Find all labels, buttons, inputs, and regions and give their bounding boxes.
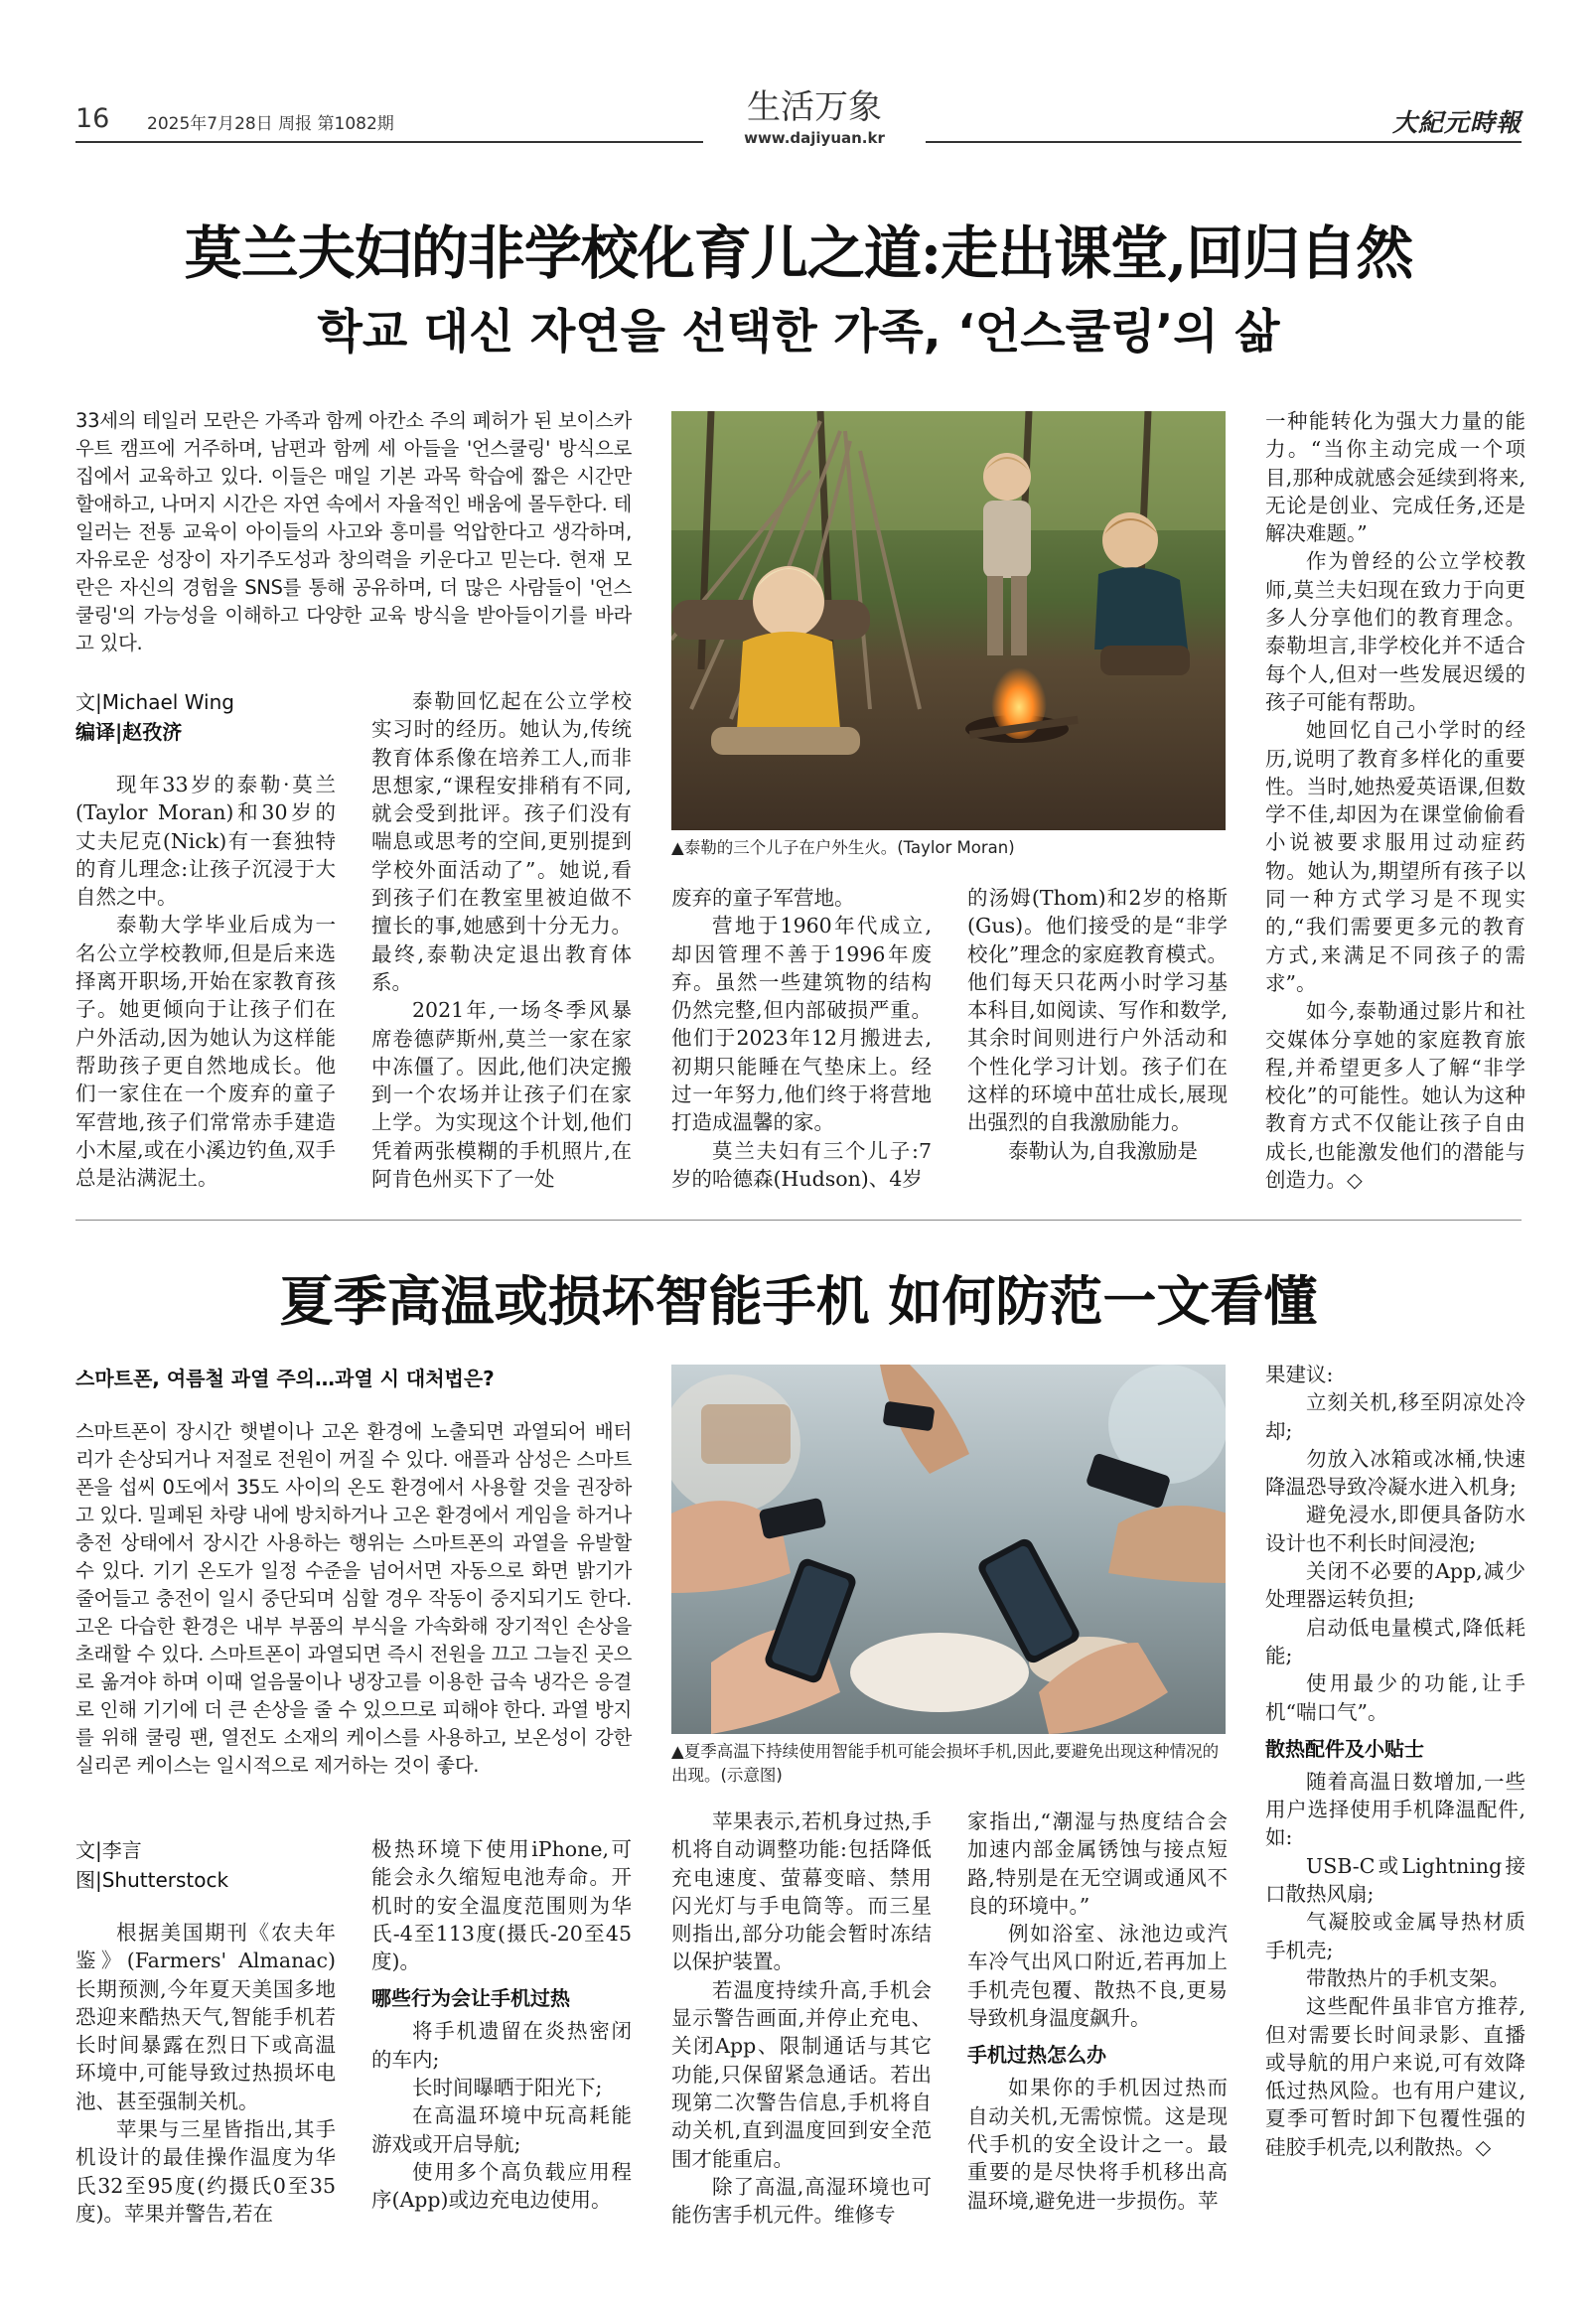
article1-author: 文|Michael Wing [75, 690, 234, 714]
section-heading: 散热配件及小贴士 [1265, 1736, 1424, 1761]
article1-byline [75, 687, 334, 747]
article1-col2 [371, 687, 632, 1193]
list-item: 立刻关机,移至阴凉处冷却; [1265, 1390, 1525, 1443]
paragraph: 极热环境下使用iPhone,可能会永久缩短电池寿命。开机时的安全温度范围则为华氏-4至113度(摄氏-20至45度)。 [371, 1837, 632, 1974]
article2-col3 [671, 1807, 932, 2229]
list-item: 气凝胶或金属导热材质手机壳; [1265, 1910, 1525, 1962]
paragraph: 营地于1960年代成立,却因管理不善于1996年废弃。虽然一些建筑物的结构仍然完整,但内部破损严重。他们于2023年12月搬进去,初期只能睡在气垫床上。经过一年努力,他们终于将营地打造成温馨的家。 [671, 914, 932, 1135]
article1-title: 莫兰夫妇的非学校化育儿之道:走出课堂,回归自然 [184, 219, 1413, 287]
masthead-logo: 大紀元時報 [1391, 108, 1522, 137]
paragraph: 若温度持续升高,手机会显示警告画面,并停止充电、关闭App、限制通话与其它功能,只保留紧急通话。若出现第二次警告信息,手机将自动关机,直到温度回到安全范围才能重启。 [671, 1977, 932, 2171]
article1-translator: 编译|赵孜济 [75, 720, 183, 744]
list-item: 关闭不必要的App,减少处理器运转负担; [1265, 1559, 1525, 1612]
paragraph: 根据美国期刊《农夫年鉴》(Farmers' Almanac)长期预测,今年夏天美国多地恐迎来酷热天气,智能手机若长时间暴露在烈日下或高温环境中,可能导致过热损坏电池、甚至强制关机。 [75, 1921, 336, 2113]
paragraph: 苹果表示,若机身过热,手机将自动调整功能:包括降低充电速度、萤幕变暗、禁用闪光灯与手电筒等。而三星则指出,部分功能会暂时冻结以保护装置。 [671, 1809, 932, 1974]
paragraph: 现年33岁的泰勒·莫兰(Taylor Moran)和30岁的丈夫尼克(Nick)有一套独特的育儿理念:让孩子沉浸于大自然之中。 [75, 773, 336, 910]
paragraph: 泰勒大学毕业后成为一名公立学校教师,但是后来选择离开职场,开始在家教育孩子。她更倾向于让孩子们在户外活动,因为她认为这样能帮助孩子更自然地成长。他们一家住在一个废弃的童子军营地,孩子们常常赤手建造小木屋,或在小溪边钓鱼,双手总是沾满泥土。 [75, 913, 336, 1191]
paragraph: 泰勒认为,自我激励是 [1008, 1138, 1199, 1163]
list-item: 带散热片的手机支架。 [1306, 1965, 1510, 1990]
paragraph: 如今,泰勒通过影片和社交媒体分享她的家庭教育旅程,并希望更多人了解“非学校化”的可能性。她认为这种教育方式不仅能让孩子自由成长,也能激发他们的潜能与创造力。◇ [1265, 999, 1525, 1193]
paragraph: 一种能转化为强大力量的能力。“当你主动完成一个项目,那种成就感会延续到将来,无论是创业、完成任务,还是解决难题。” [1265, 409, 1525, 546]
paragraph: 2021年,一场冬季风暴席卷德萨斯州,莫兰一家在家中冻僵了。因此,他们决定搬到一个农场并让孩子们在家上学。为实现这个计划,他们凭着两张模糊的手机照片,在阿肯色州买下了一处 [371, 998, 632, 1192]
article2-col5 [1265, 1361, 1525, 2161]
article2-photo-credit: 图|Shutterstock [75, 1868, 229, 1892]
paragraph: 她回忆自己小学时的经历,说明了教育多样化的重要性。当时,她热爱英语课,但数学不佳,却因为在课堂偷偷看小说被要求服用过动症药物。她认为,期望所有孩子以同一种方式学习是不现实的,“我们需要更多元的教育方式,来满足不同孩子的需求”。 [1265, 718, 1525, 995]
list-item: 启动低电量模式,降低耗能; [1265, 1615, 1525, 1667]
article2-col2 [371, 1835, 632, 2215]
list-item: 使用最少的功能,让手机“喘口气”。 [1265, 1671, 1525, 1724]
paragraph: 的汤姆(Thom)和2岁的格斯(Gus)。他们接受的是“非学校化”理念的家庭教育模式。他们每天只花两小时学习基本科目,如阅读、写作和数学,其余时间则进行户外活动和个性化学习计划。孩子们在这样的环境中茁壮成长,展现出强烈的自我激励能力。 [967, 886, 1228, 1135]
paragraph: 莫兰夫妇有三个儿子:7岁的哈德森(Hudson)、4岁 [671, 1138, 932, 1191]
paragraph: 废弃的童子军营地。 [671, 886, 855, 910]
article2-col1 [75, 1919, 336, 2228]
paragraph: 例如浴室、泳池边或汽车冷气出风口附近,若再加上手机壳包覆、散热不良,更易导致机身温度飙升。 [967, 1922, 1228, 2031]
list-item: 使用多个高负载应用程序(App)或边充电边使用。 [371, 2159, 632, 2213]
article1-col1 [75, 771, 336, 1192]
paragraph: 泰勒回忆起在公立学校实习时的经历。她认为,传统教育体系像在培养工人,而非思想家,“课程安排稍有不同,就会受到批评。孩子们没有喘息或思考的空间,更别提到学校外面活动了”。她说,看到孩子们在教室里被迫做不擅长的事,她感到十分无力。最终,泰勒决定退出教育体系。 [371, 689, 632, 994]
article2-subtitle: 스마트폰, 여름철 과열 주의…과열 시 대처법은? [75, 1367, 495, 1390]
paragraph: 随着高温日数增加,一些用户选择使用手机降温配件,如: [1265, 1769, 1525, 1850]
article1-col3 [671, 884, 932, 1193]
smartphones-photo [671, 1365, 1226, 1734]
section-title: 生活万象 [747, 87, 882, 127]
paragraph: 果建议: [1265, 1363, 1334, 1386]
article2-title: 夏季高温或损坏智能手机 如何防范一文看懂 [279, 1269, 1318, 1333]
list-item: USB-C或Lightning接口散热风扇; [1265, 1853, 1525, 1907]
website-link[interactable]: www.dajiyuan.kr [744, 129, 885, 147]
article2-col4 [967, 1807, 1228, 2215]
article2-photo-caption: ▲夏季高温下持续使用智能手机可能会损坏手机,因此,要避免出现这种情况的出现。(示意图) [671, 1742, 1220, 1785]
paragraph: 作为曾经的公立学校教师,莫兰夫妇现在致力于向更多人分享他们的教育理念。泰勒坦言,非学校化并不适合每个人,但对一些发展迟缓的孩子可能有帮助。 [1265, 549, 1525, 714]
section-heading: 手机过热怎么办 [967, 2043, 1106, 2068]
list-item: 长时间曝晒于阳光下; [412, 2076, 603, 2100]
article2-byline [75, 1835, 334, 1895]
paragraph: 除了高温,高湿环境也可能伤害手机元件。维修专 [671, 2174, 932, 2228]
campfire-photo [671, 411, 1226, 830]
page-number: 16 [75, 103, 110, 134]
header-rule-left [75, 141, 703, 143]
smartphones-illustration [671, 1365, 1226, 1734]
list-item: 在高温环境中玩高耗能游戏或开启导航; [371, 2103, 632, 2156]
paragraph: 如果你的手机因过热而自动关机,无需惊慌。这是现代手机的安全设计之一。最重要的是尽快将手机移出高温环境,避免进一步损伤。苹 [967, 2076, 1228, 2213]
campfire-illustration [671, 411, 1226, 830]
paragraph: 家指出,“潮湿与热度结合会加速内部金属锈蚀与接点短路,特别是在无空调或通风不良的环境中。” [967, 1809, 1228, 1918]
list-item: 将手机遗留在炎热密闭的车内; [371, 2019, 632, 2072]
article1-subtitle: 학교 대신 자연을 선택한 가족, ‘언스쿨링’의 삶 [317, 305, 1280, 360]
article1-col4 [967, 884, 1228, 1165]
article1-col5 [1265, 407, 1525, 1194]
article2-author: 文|李言 [75, 1838, 142, 1862]
article1-photo-caption: ▲泰勒的三个儿子在户外生火。(Taylor Moran) [671, 838, 1015, 857]
header-rule-right [926, 141, 1522, 143]
article1-summary: 33세의 테일러 모란은 가족과 함께 아칸소 주의 폐허가 된 보이스카우트 캠프에 거주하며, 남편과 함께 세 아들을 '언스쿨링' 방식으로 집에서 교육하고 있다. 이들은 매일 기본 과목 학습에 짧은 시간만 할애하고, 나머지 시간은 자연 속에서 자율적인 배움에 몰두한다. 테일러는 전통 교육이 아이들의 사고와 흥미를 억압한다고 생각하며, 자유로운 성장이 자기주도성과 창의력을 키운다고 믿는다. 현재 모란은 자신의 경험을 SNS를 통해 공유하며, 더 많은 사람들이 '언스쿨링'의 가능성을 이해하고 다양한 교육 방식을 받아들이기를 바라고 있다. [75, 409, 632, 654]
paragraph: 苹果与三星皆指出,其手机设计的最佳操作温度为华氏32至95度(约摄氏0至35度)。苹果并警告,若在 [75, 2117, 336, 2226]
list-item: 勿放入冰箱或冰桶,快速降温恐导致冷凝水进入机身; [1265, 1446, 1525, 1500]
paragraph: 这些配件虽非官方推荐,但对需要长时间录影、直播或导航的用户来说,可有效降低过热风险。也有用户建议,夏季可暂时卸下包覆性强的硅胶手机壳,以利散热。◇ [1265, 1994, 1525, 2159]
article2-summary: 스마트폰이 장시간 햇볕이나 고온 환경에 노출되면 과열되어 배터리가 손상되거나 저절로 전원이 꺼질 수 있다. 애플과 삼성은 스마트폰을 섭씨 0도에서 35도 사이의 온도 환경에서 사용할 것을 권장하고 있다. 밀폐된 차량 내에 방치하거나 고온 환경에서 게임을 하거나 충전 상태에서 장시간 사용하는 행위는 스마트폰의 과열을 유발할 수 있다. 기기 온도가 일정 수준을 넘어서면 자동으로 화면 밝기가 줄어들고 충전이 일시 중단되며 심할 경우 작동이 중지되기도 한다. 고온 다습한 환경은 내부 부품의 부식을 가속화해 장기적인 손상을 초래할 수 있다. 스마트폰이 과열되면 즉시 전원을 끄고 그늘진 곳으로 옮겨야 하며 이때 얼음물이나 냉장고를 이용한 급속 냉각은 응결로 인해 기기에 더 큰 손상을 줄 수 있으므로 피해야 한다. 과열 방지를 위해 쿨링 팬, 열전도 소재의 케이스를 사용하고, 보온성이 강한 실리콘 케이스는 일시적으로 제거하는 것이 좋다. [75, 1420, 632, 1777]
list-item: 避免浸水,即便具备防水设计也不利长时间浸泡; [1265, 1503, 1525, 1555]
issue-date: 2025年7月28日 周报 第1082期 [147, 114, 394, 134]
article-divider [75, 1220, 1522, 1221]
section-heading: 哪些行为会让手机过热 [371, 1986, 570, 2011]
